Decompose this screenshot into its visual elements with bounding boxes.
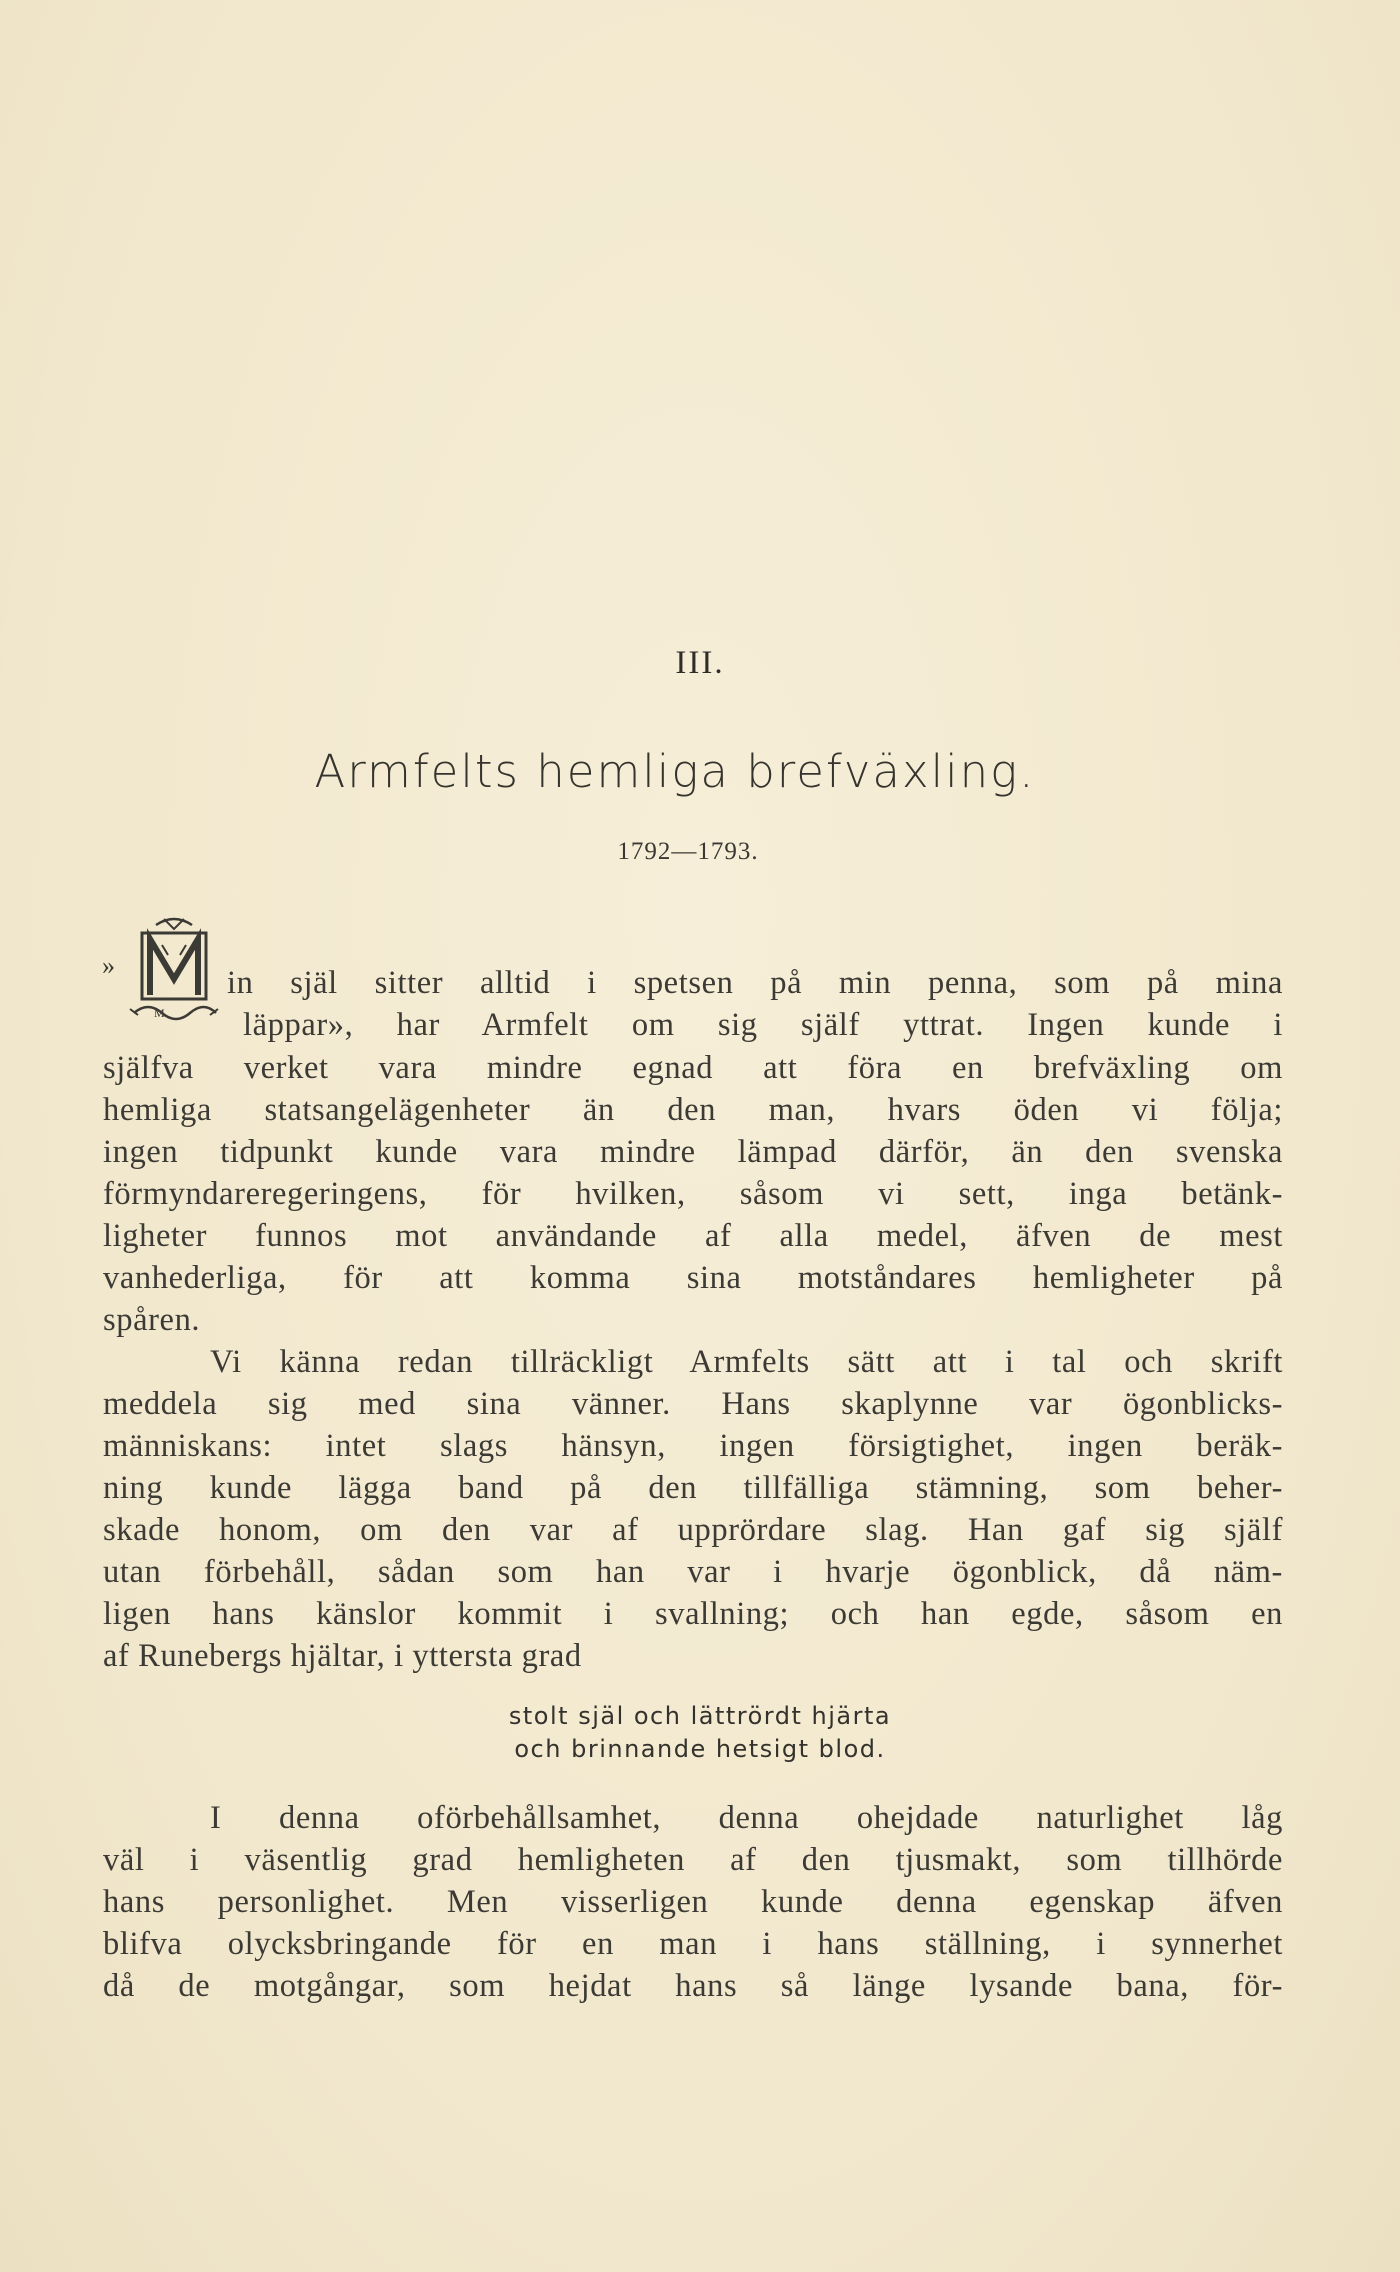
chapter-number: III.	[675, 645, 725, 681]
text-line: blifva olycksbringande för en man i hans ställning, i synnerhet	[103, 1926, 1283, 1962]
verse-line: och brinnande hetsigt blod.	[514, 1735, 886, 1763]
text-line: själfva verket vara mindre egnad att föra en brefväxling om	[103, 1050, 1283, 1086]
text-line: hans personlighet. Men visserligen kunde denna egenskap äfven	[103, 1884, 1283, 1920]
verse-line: stolt själ och lättrördt hjärta	[508, 1702, 892, 1730]
opening-quote: »	[102, 951, 115, 980]
text-line: ning kunde lägga band på den tillfälliga stämning, som beher-	[103, 1470, 1283, 1506]
text-line: in själ sitter alltid i spetsen på min penna, som på mina	[227, 965, 1283, 1001]
text-line: skade honom, om den var af upprördare slag. Han gaf sig själf	[103, 1512, 1283, 1548]
text-line: ligheter funnos mot användande af alla medel, äfven de mest	[103, 1218, 1283, 1254]
text-line: utan förbehåll, sådan som han var i hvarje ögonblick, då näm-	[103, 1554, 1283, 1590]
text-line: hemliga statsangelägenheter än den man, hvars öden vi följa;	[103, 1092, 1283, 1128]
initial-letter: M	[154, 1006, 165, 1020]
text-line: då de motgångar, som hejdat hans så länge lysande bana, för-	[103, 1968, 1283, 2004]
text-line: ingen tidpunkt kunde vara mindre lämpad därför, än den svenska	[103, 1134, 1283, 1170]
text-line: läppar», har Armfelt om sig själf yttrat. Ingen kunde i	[243, 1007, 1283, 1043]
text-line: af Runebergs hjältar, i yttersta grad	[103, 1638, 582, 1674]
text-line: människans: intet slags hänsyn, ingen försigtighet, ingen beräk-	[103, 1428, 1283, 1464]
text-line: spåren.	[103, 1302, 201, 1338]
text-line: väl i väsentlig grad hemligheten af den tjusmakt, som tillhörde	[103, 1842, 1283, 1878]
decorative-initial-m	[128, 915, 220, 1023]
text-line: vanhederliga, för att komma sina motståndares hemligheter på	[103, 1260, 1283, 1296]
text-line: ligen hans känslor kommit i svallning; och han egde, såsom en	[103, 1596, 1283, 1632]
text-line: I denna oförbehållsamhet, denna ohejdade naturlighet låg	[210, 1800, 1283, 1836]
text-line: förmyndareregeringens, för hvilken, såsom vi sett, inga betänk-	[103, 1176, 1283, 1212]
text-line: Vi känna redan tillräckligt Armfelts sätt att i tal och skrift	[210, 1344, 1283, 1380]
text-line: meddela sig med sina vänner. Hans skaplynne var ögonblicks-	[103, 1386, 1283, 1422]
chapter-title: Armfelts hemliga brefväxling.	[314, 745, 1036, 798]
chapter-years: 1792—1793.	[617, 838, 759, 865]
